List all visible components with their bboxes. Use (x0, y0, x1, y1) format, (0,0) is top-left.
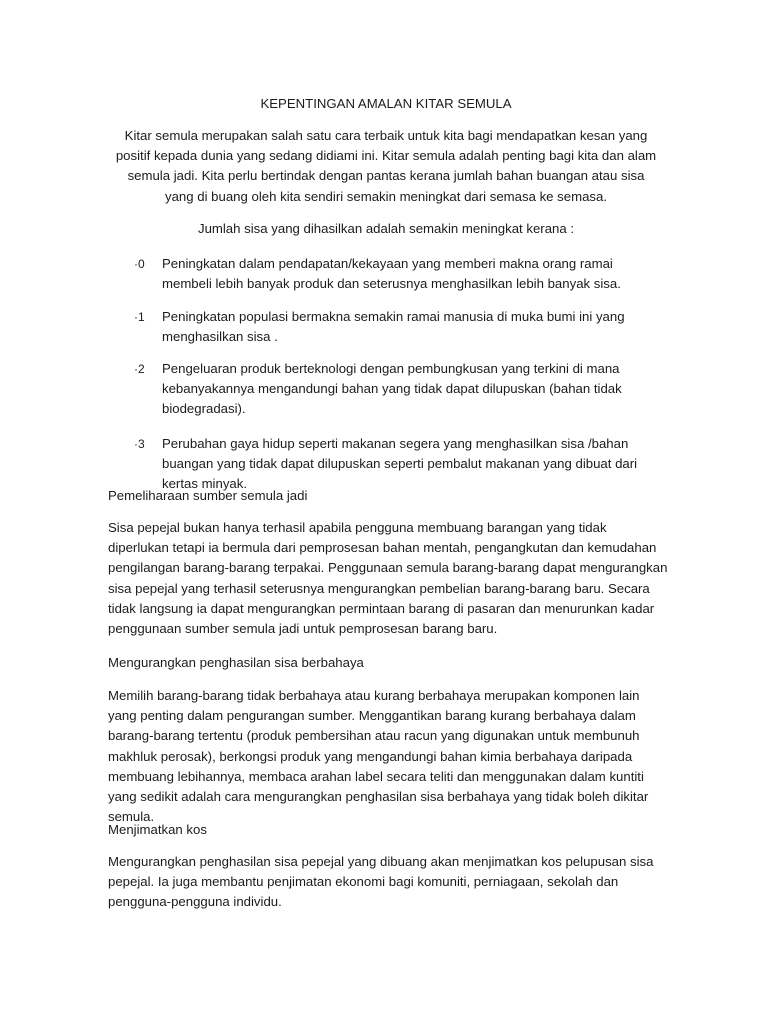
section-heading-menjimatkan-kos: Menjimatkan kos (108, 822, 207, 837)
list-intro: Jumlah sisa yang dihasilkan adalah semakin meningkat kerana : (197, 221, 575, 236)
list-marker: ·0 (134, 257, 145, 271)
list-item-text: Peningkatan dalam pendapatan/kekayaan yang memberi makna orang ramai membeli lebih banyak produk dan seterusnya menghasilkan lebih banyak sisa. (162, 256, 621, 292)
list-item-text: Peningkatan populasi bermakna semakin ramai manusia di muka bumi ini yang menghasilkan sisa . (162, 309, 625, 345)
list-marker: ·1 (134, 310, 145, 324)
section-heading-pemeliharaan: Pemeliharaan sumber semula jadi (108, 488, 308, 503)
list-marker: ·2 (134, 362, 145, 376)
list-item-text: Pengeluaran produk berteknologi dengan pembungkusan yang terkini di mana kebanyakannya mengandungi bahan yang tidak dapat dilupuskan (bahan tidak biodegradasi). (162, 361, 622, 417)
intro-paragraph: Kitar semula merupakan salah satu cara terbaik untuk kita bagi mendapatkan kesan yang positif kepada dunia yang sedang didiami ini. Kitar semula adalah penting bagi kita dan alam semula jadi. Kita perlu bertindak dengan pantas kerana jumlah bahan buangan atau sisa yang di buang oleh kita sendiri semakin meningkat dari semasa ke semasa. (115, 128, 657, 204)
section-body-menjimatkan-kos: Mengurangkan penghasilan sisa pepejal yang dibuang akan menjimatkan kos pelupusan sisa pepejal. Ia juga membantu penjimatan ekonomi bagi komuniti, perniagaan, sekolah dan pengguna-pengguna individu. (108, 854, 654, 910)
section-heading-sisa-berbahaya: Mengurangkan penghasilan sisa berbahaya (108, 655, 364, 670)
list-marker: ·3 (134, 437, 145, 451)
section-body-sisa-berbahaya: Memilih barang-barang tidak berbahaya atau kurang berbahaya merupakan komponen lain yang penting dalam pengurangan sumber. Menggantikan barang kurang berbahaya dalam barang-barang tertentu (produk pembersihan atau racun yang digunakan untuk membunuh makhluk perosak), berkongsi produk yang mengandungi bahan kimia berbahaya daripada membuang lebihannya, membaca arahan label secara teliti dan menggunakan dalam kuntiti yang sedikit adalah cara mengurangkan penghasilan sisa berbahaya yang tidak boleh dikitar semula. (108, 688, 649, 825)
list-item-text: Perubahan gaya hidup seperti makanan segera yang menghasilkan sisa /bahan buangan yang tidak dapat dilupuskan seperti pembalut makanan yang dibuat dari kertas minyak. (162, 436, 638, 492)
document-title: KEPENTINGAN AMALAN KITAR SEMULA (260, 96, 512, 111)
section-body-pemeliharaan: Sisa pepejal bukan hanya terhasil apabila pengguna membuang barangan yang tidak diperlukan tetapi ia bermula dari pemprosesan bahan mentah, pengangkutan dan kemudahan pengilangan barang-barang terpakai. Penggunaan semula barang-barang dapat mengurangkan sisa pepejal yang terhasil seterusnya mengurangkan pembelian barang-barang baru. Secara tidak langsung ia dapat mengurangkan permintaan barang di pasaran dan menurunkan kadar penggunaan sumber semula jadi untuk pemprosesan barang baru. (108, 520, 668, 637)
